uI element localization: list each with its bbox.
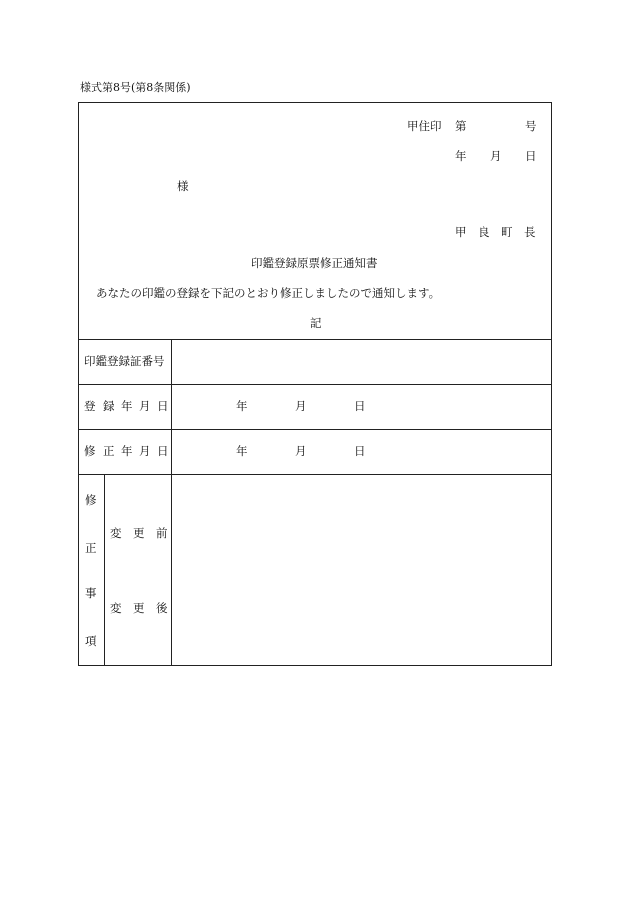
after-change-label-char: 後	[156, 601, 168, 615]
registration-date-label-char: 録	[103, 399, 115, 413]
registration-day-unit: 日	[354, 399, 366, 413]
cert-number-label: 印鑑登録証番号	[84, 354, 165, 368]
registration-date-label-char: 日	[157, 399, 169, 413]
issuer-title-char: 甲	[455, 225, 467, 239]
correction-month-unit: 月	[295, 444, 307, 458]
correction-items-label-char: 正	[85, 541, 97, 555]
row-divider	[78, 384, 552, 385]
row-divider	[78, 474, 552, 475]
notice-body-text: あなたの印鑑の登録を下記のとおり修正しましたので通知します。	[96, 286, 441, 300]
correction-items-label-char: 項	[85, 634, 97, 648]
label-column-divider	[171, 339, 172, 666]
number-prefix: 第	[455, 119, 467, 133]
registration-month-unit: 月	[295, 399, 307, 413]
registration-date-label-char: 登	[84, 399, 96, 413]
before-change-label-char: 前	[156, 526, 168, 540]
before-change-label-char: 更	[133, 526, 145, 540]
number-suffix: 号	[525, 119, 537, 133]
row-divider	[78, 339, 552, 340]
after-change-label-char: 変	[110, 601, 122, 615]
correction-items-label-char: 修	[85, 493, 97, 507]
date-month: 月	[490, 149, 502, 163]
form-id: 様式第8号(第8条関係)	[80, 81, 191, 94]
before-change-label-char: 変	[110, 526, 122, 540]
after-change-label-char: 更	[133, 601, 145, 615]
correction-date-label-char: 正	[103, 444, 115, 458]
correction-date-label-char: 年	[121, 444, 133, 458]
correction-items-label-char: 事	[85, 586, 97, 600]
registration-year-unit: 年	[236, 399, 248, 413]
registration-date-label-char: 年	[121, 399, 133, 413]
correction-day-unit: 日	[354, 444, 366, 458]
date-day: 日	[525, 149, 537, 163]
date-year: 年	[455, 149, 467, 163]
recipient-suffix: 様	[177, 179, 189, 193]
issuer-code: 甲住印	[407, 119, 442, 133]
issuer-title-char: 長	[524, 225, 536, 239]
registration-date-label-char: 月	[139, 399, 151, 413]
correction-date-label-char: 月	[139, 444, 151, 458]
correction-date-label-char: 日	[157, 444, 169, 458]
ki-marker: 記	[310, 316, 322, 330]
correction-year-unit: 年	[236, 444, 248, 458]
correction-items-divider	[104, 474, 105, 666]
row-divider	[78, 429, 552, 430]
issuer-title-char: 良	[478, 225, 490, 239]
document-title: 印鑑登録原票修正通知書	[251, 256, 378, 270]
correction-date-label-char: 修	[84, 444, 96, 458]
issuer-title-char: 町	[501, 225, 513, 239]
